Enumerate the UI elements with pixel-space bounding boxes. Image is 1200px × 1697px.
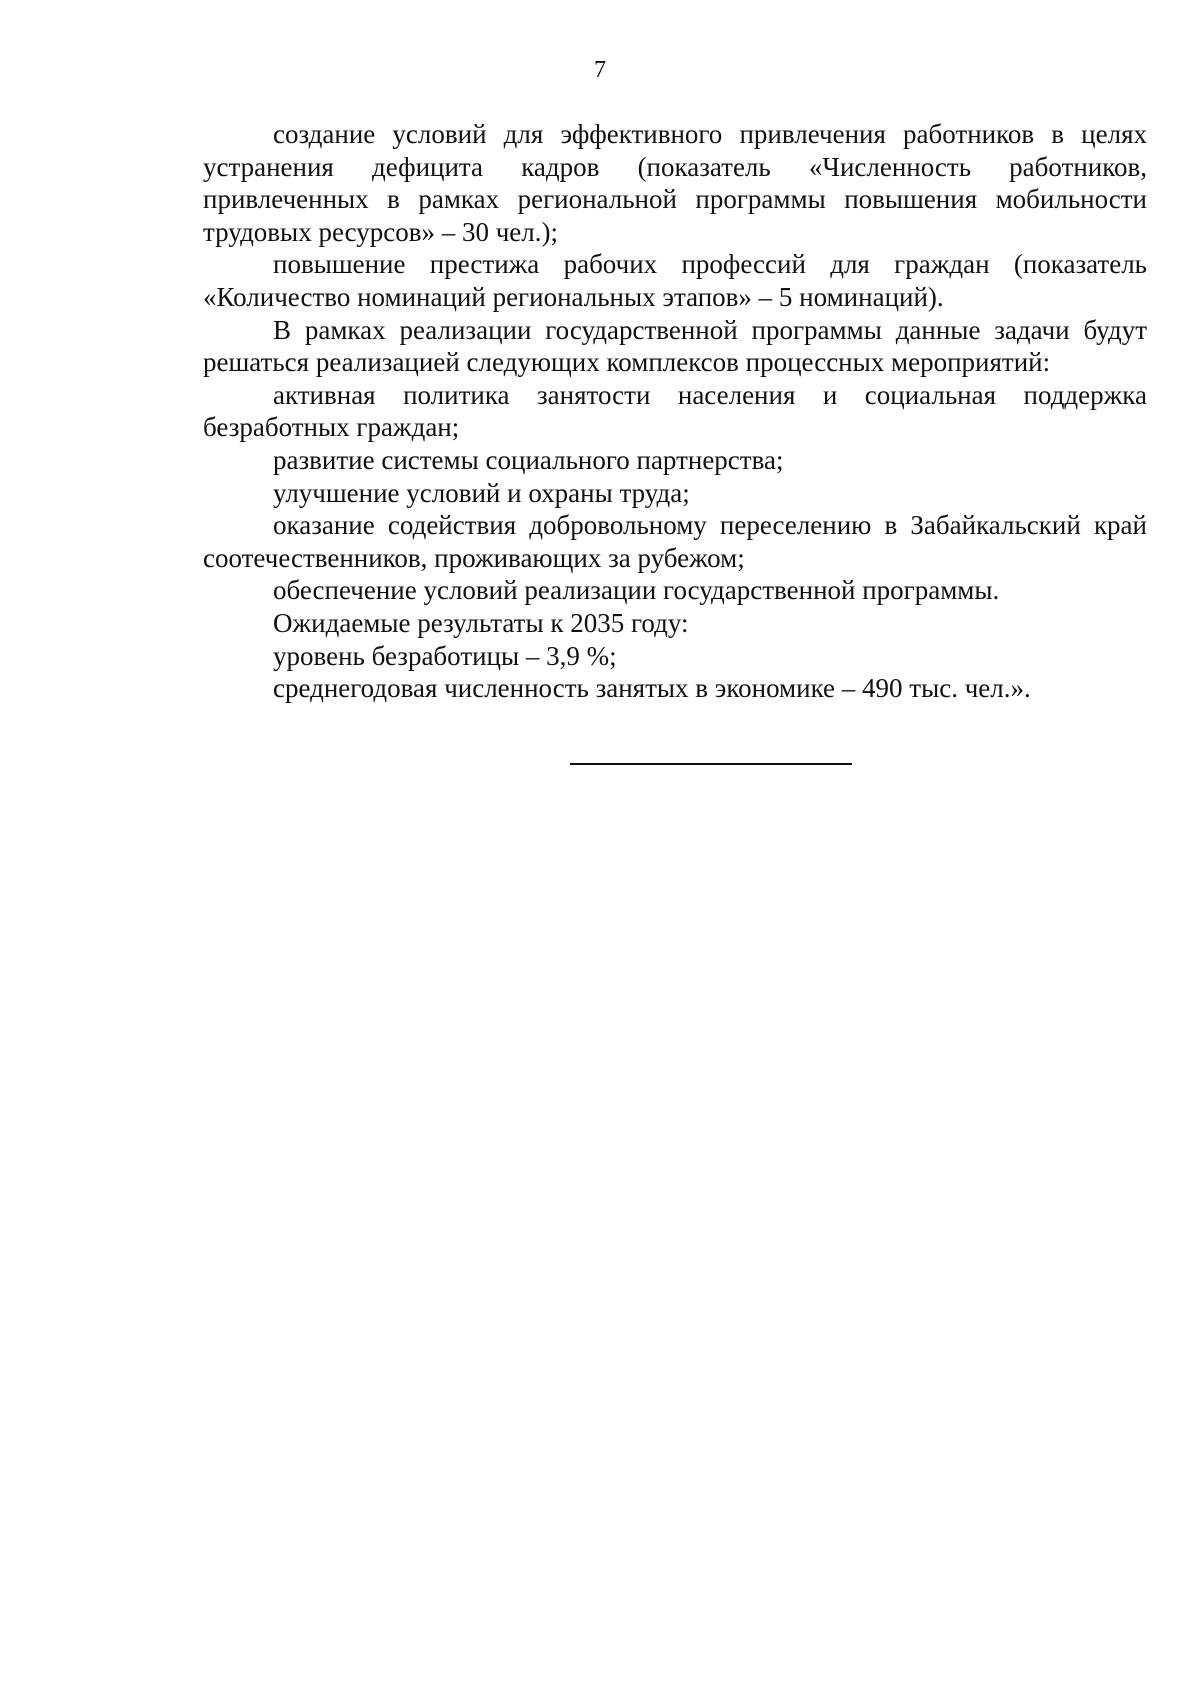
paragraph-professions-prestige: повышение престижа рабочих профессий для граждан (показатель «Количество номинаций региональных этапов» – 5 номинаций). xyxy=(203,249,1147,312)
paragraph-employment-policy: активная политика занятости населения и социальная поддержка безработных граждан; xyxy=(203,379,1147,443)
paragraph-unemployment-rate: уровень безработицы – 3,9 %; xyxy=(273,640,617,671)
page-number: 7 xyxy=(594,57,606,83)
paragraph-resettlement-assistance: оказание содействия добровольному переселению в Забайкальский край соотечественников, проживающих за рубежом; xyxy=(203,510,1147,573)
paragraph-expected-results-heading: Ожидаемые результаты к 2035 году: xyxy=(273,607,689,638)
paragraph-labor-conditions: улучшение условий и охраны труда; xyxy=(273,477,690,508)
paragraph-employment-count: среднегодовая численность занятых в экономике – 490 тыс. чел.». xyxy=(273,673,1031,704)
document-body xyxy=(203,118,1147,705)
end-divider-line xyxy=(570,763,852,765)
paragraph-program-implementation: обеспечение условий реализации государственной программы. xyxy=(273,575,1000,606)
paragraph-program-framework: В рамках реализации государственной программы данные задачи будут решаться реализацией следующих комплексов процессных мероприятий: xyxy=(203,314,1147,378)
paragraph-workforce-attraction: создание условий для эффективного привлечения работников в целях устранения дефицита кадров (показатель «Численность работников, привлеченных в рамках региональной программы повышения мобильности трудовых ресурсов» – 30 чел.); xyxy=(203,119,1147,247)
paragraph-social-partnership: развитие системы социального партнерства; xyxy=(273,444,784,475)
